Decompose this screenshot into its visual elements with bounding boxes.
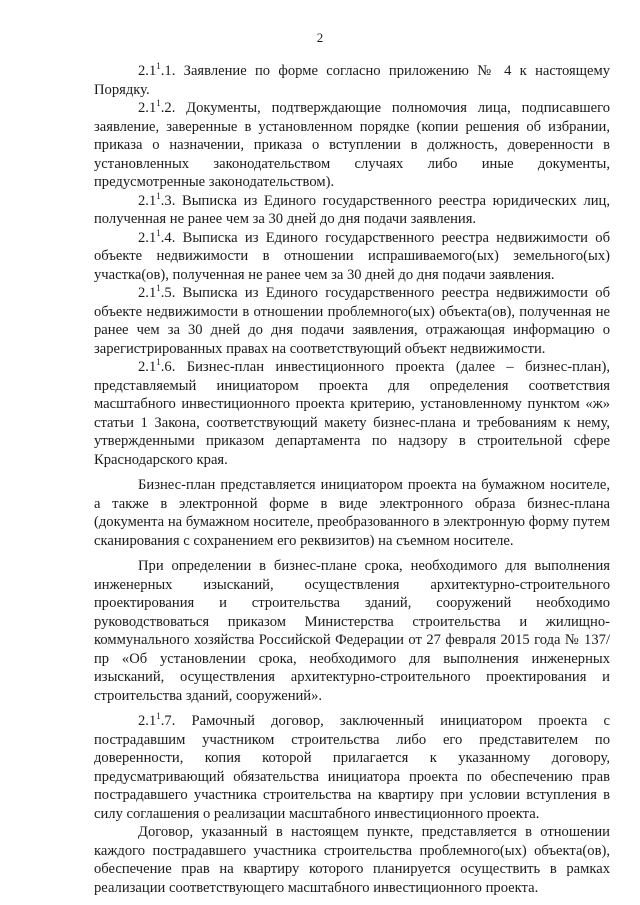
paragraph-text: .3. Выписка из Единого государственного реестра юридических лиц, полученная не ранее чем за 30 дней до дня подачи заявления. <box>94 192 610 227</box>
clause-number: 2.1 <box>138 229 157 246</box>
paragraph-business-plan-term <box>94 557 610 705</box>
clause-number: 2.1 <box>138 285 157 301</box>
paragraph-text: Договор, указанный в настоящем пункте, представляется в отношении каждого пострадавшего участника строительства проблемного(ых) объекта(ов), обеспечение прав на квартиру которого планируется осуществить в рамках реализации соответствующего масштабного инвестиционного проекта. <box>94 824 610 896</box>
paragraph-text: При определении в бизнес-плане срока, необходимого для выполнения инженерных изысканий, осуществления архитектурно-строительного проектирования и строительства зданий, сооружений необходимо руководствоваться приказом Министерства строительства и жилищно-коммунального хозяйства Российской Федерации от 27 февраля 2015 года № 137/пр «Об установлении срока, необходимого для выполнения инженерных изысканий, осуществления архитектурно-строительного проектирования и строительства зданий, сооружений». <box>94 558 610 704</box>
clause-number: 2.1 <box>138 100 157 116</box>
paragraph-text: .1. Заявление по форме согласно приложению № 4 к настоящему Порядку. <box>94 63 610 98</box>
paragraph-2-1-1-1 <box>94 62 610 99</box>
document-body <box>94 62 610 897</box>
clause-superscript: 1 <box>156 61 161 71</box>
clause-number: 2.1 <box>138 63 157 79</box>
paragraph-2-1-1-2 <box>94 99 610 192</box>
clause-superscript: 1 <box>156 190 161 201</box>
paragraph-text: .7. Рамочный договор, заключенный инициатором проекта с пострадавшим участником строительства либо его представителем по доверенности, копия которой прилагается к указанному договору, предусматривающий обязательства инициатора проекта по обеспечению прав пострадавшего участника строительства на квартиру при условии вступления в силу соглашения о реализации масштабного инвестиционного проекта. <box>94 713 610 822</box>
paragraph-2-1-1-3 <box>94 192 610 229</box>
clause-superscript: 1 <box>156 227 161 238</box>
paragraph-2-1-1-6 <box>94 358 610 469</box>
clause-superscript: 1 <box>156 98 161 108</box>
paragraph-text: Бизнес-план представляется инициатором проекта на бумажном носителе, а также в электронной форме в виде электронного образа бизнес-плана (документа на бумажном носителе, преобразованного в электронную форму путем сканирования с сохранением его реквизитов) на съемном носителе. <box>94 477 610 549</box>
clause-number: 2.1 <box>138 192 157 209</box>
paragraph-2-1-1-4 <box>94 229 610 285</box>
paragraph-text: .2. Документы, подтверждающие полномочия лица, подписавшего заявление, заверенные в установленном порядке (копии решения об избрании, приказа о назначении, приказа о вступлении в должность, доверенности в установленных законодательством случаях либо иные документы, предусмотренные законодательством). <box>94 100 610 190</box>
paragraph-text: .4. Выписка из Единого государственного реестра недвижимости об объекте недвижимости в отношении испрашиваемого(ых) земельного(ых) участка(ов), полученная не ранее чем за 30 дней до дня подачи заявления. <box>94 229 610 283</box>
paragraph-2-1-1-7 <box>94 712 610 823</box>
clause-superscript: 1 <box>156 711 161 721</box>
clause-number: 2.1 <box>138 713 157 729</box>
paragraph-2-1-1-5 <box>94 284 610 358</box>
clause-superscript: 1 <box>156 283 161 293</box>
clause-superscript: 1 <box>156 357 161 367</box>
paragraph-text: .5. Выписка из Единого государственного реестра недвижимости об объекте недвижимости в отношении проблемного(ых) объекта(ов), полученная не ранее чем за 30 дней до дня подачи заявления, отражающая информацию о зарегистрированных правах на соответствующий объект недвижимости. <box>94 285 610 357</box>
clause-number: 2.1 <box>138 359 157 375</box>
page-number: 2 <box>316 30 324 45</box>
paragraph-business-plan-format <box>94 476 610 550</box>
paragraph-framework-contract <box>94 823 610 897</box>
paragraph-text: .6. Бизнес-план инвестиционного проекта (далее – бизнес-план), представляемый инициатором проекта для определения соответствия масштабного инвестиционного проекта критерию, установленному пунктом «ж» статьи 1 Закона, соответствующий макету бизнес-плана и требованиям к нему, утвержденными приказом департамента по надзору в строительной сфере Краснодарского края. <box>94 359 610 468</box>
